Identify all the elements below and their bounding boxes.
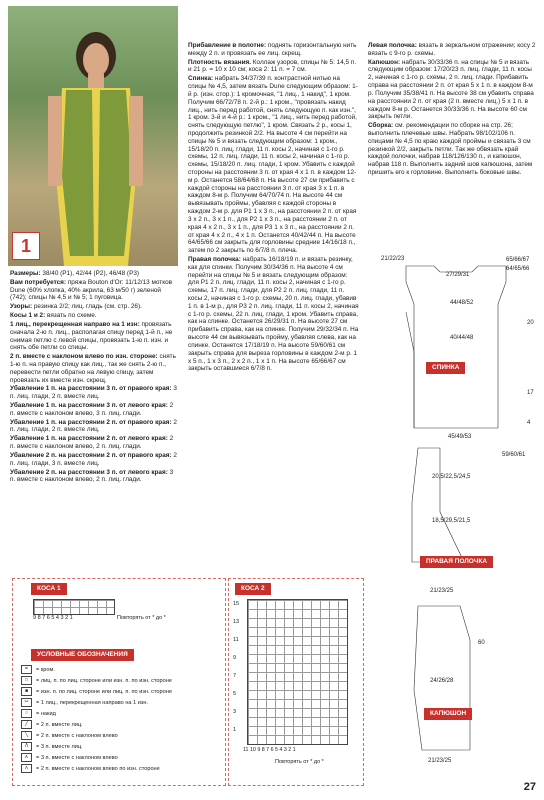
back-bottom-dim: 45/49/53 (448, 434, 472, 440)
legend-item (21, 753, 118, 762)
paragraph (10, 452, 178, 468)
paragraph (368, 122, 538, 177)
paragraph (10, 402, 178, 418)
paragraph-text: поднять горизонтальную нить между 2 п. и провязать ее лиц. скрещ. (188, 42, 357, 57)
front-piece-outline (412, 448, 464, 562)
paragraph-text: 38/40 (Р1), 42/44 (Р2), 46/48 (Р3) (40, 270, 140, 277)
legend-item (21, 698, 148, 707)
legend-symbol: ○ (21, 709, 32, 718)
back-side-4: 4 (527, 420, 531, 426)
kosa2-row-number: 13 (233, 619, 240, 625)
legend-text: = лиц. п. по лиц. стороне или изн. п. по изн. стороне (36, 677, 172, 684)
paragraph (188, 42, 360, 58)
paragraph (10, 419, 178, 435)
paragraph (10, 321, 178, 352)
legend-symbol: ∧ (21, 753, 32, 762)
legend-box (12, 578, 226, 786)
legend-item (21, 764, 160, 773)
paragraph-heading: Убавление 1 п. на расстоянии 3 п. от левого края: (10, 402, 168, 409)
kosa1-repeat-note: Повторять от * до * (117, 615, 166, 621)
paragraph (188, 75, 360, 255)
kosa2-row-number: 7 (233, 673, 237, 679)
paragraph-text: 3 п. лиц. глади, 2 п. вместе лиц. (10, 385, 177, 401)
back-neck-dim: 27/29/31 (446, 272, 470, 278)
back-side-17: 17 (527, 390, 534, 396)
paragraph-heading: Левая полочка: (368, 42, 417, 49)
paragraph-text: 2 п. лиц. глади, 2 п. вместе лиц. (10, 418, 177, 434)
paragraph-heading: Узоры: (10, 303, 33, 311)
instructions-column-middle (188, 42, 360, 374)
paragraph-heading: Косы 1 и 2: (10, 312, 46, 320)
back-top-left-dim: 21/22/23 (381, 256, 405, 262)
kosa1-stitch-numbers: 9 8 7 6 5 4 3 2 1 (33, 615, 73, 621)
sizes-column (10, 270, 178, 485)
paragraph-text: набрать 16/18/19 п. и вязать резинку, как для спинки. Получим 30/34/36 п. На высоте 4 см перейти на спицы № 5 и вязать следующим образом: для Р1 2 п. лиц. глади, 11 п. косы 2, начиная с 1-го р. схемы, 17 п. лиц. глади, для Р2 2 п. лиц. глади, 11 п. косы 2, начиная с 1-го р. схемы, 20 п. лиц. глади, убавив 1 п. в 1-м р., для Р3 2 п. лиц. глади, 11 п. косы 2, начиная с 1-го р. схемы, 22 п. лиц. глади, 1 кром. Убавить справа, как на спинке. Останется 26/29/31 п. На высоте 27 см прибавить справа, как на спинке. Получим 29/32/34 п. На высоте 44 см вывязывать пройму, убавляя слева, как на спинке. Останется 17/18/19 п. На высоте 59/60/61 см закрыть справа для выреза горловины в каждом 2-м р. 1 х 5 п., 1 х 3 п., 2 х 2 п., 1 х 1 п. На высоте 65/66/67 см закрыть оставшиеся 6/7/8 п. (188, 255, 359, 373)
front-top-dim: 59/60/61 (502, 452, 526, 458)
legend-item (21, 676, 172, 685)
back-label: СПИНКА (426, 362, 465, 374)
kosa1-chart (33, 599, 115, 615)
paragraph (10, 303, 178, 311)
paragraph-heading: Плотность вязания. (188, 58, 252, 66)
paragraph-heading: Убавление 1 п. на расстоянии 3 п. от правого края: (10, 385, 172, 393)
paragraph (10, 270, 178, 278)
paragraph-heading: Убавление 1 п. на расстоянии 2 п. от левого края: (10, 435, 168, 443)
paragraph-heading: Убавление 1 п. на расстоянии 2 п. от правого края: (10, 418, 172, 426)
paragraph-heading: 1 лиц., перекрещенная направо на 1 изн: (10, 320, 140, 328)
legend-text: = кром. (36, 666, 55, 673)
kosa2-chart (247, 599, 348, 745)
kosa2-box (228, 578, 364, 786)
paragraph (10, 353, 178, 384)
kosa2-row-number: 11 (233, 637, 239, 643)
paragraph-heading: Убавление 2 п. на расстоянии 2 п. от правого края: (10, 451, 172, 459)
paragraph-heading: Вам потребуется: (10, 278, 67, 286)
legend-symbol: □ (21, 676, 32, 685)
page-number: 27 (523, 780, 536, 793)
paragraph-text: набрать 30/33/36 п. на спицы № 5 и вязать следующим образом: 17/20/23 п. лиц. глади, 11 п. косы 2, начиная с 1-го р. схемы, 2 п. лиц. глади. Прибавить справа на расстоянии 2 п. от края 5 х 1 п. в каждом 8-м р. Получим 35/38/41 п. На высоте 38 см убавить справа на расстоянии 2 п. от края (2 п. вместе лиц.) 5 х 1 п. в каждом 8-м р. Останется 30/33/36 п. На высоте 60 см закрыть петли. (368, 58, 534, 121)
paragraph-text: резинка 2/2; лиц. гладь (см. стр. 26). (32, 303, 142, 311)
hood-schematic (400, 600, 510, 760)
paragraph-text: вязать в зеркальном отражении; косу 2 вязать с 9-го р. схемы. (368, 42, 536, 57)
paragraph-heading: Убавление 2 п. на расстоянии 3 п. от левого края: (10, 468, 168, 476)
paragraph (10, 435, 178, 451)
paragraph-heading: Прибавление в полотне: (188, 42, 267, 49)
kosa1-title: КОСА 1 (31, 583, 67, 595)
back-side-20: 20 (527, 320, 534, 326)
paragraph-text: Коллаж узоров, спицы № 5: 14,5 п. и 21 р. = 10 х 10 см; коса 2: 11 п. = 7 см. (188, 58, 357, 74)
legend-title: УСЛОВНЫЕ ОБОЗНАЧЕНИЯ (31, 649, 134, 661)
paragraph-text: 2 п. лиц. глади, 3 п. вместе лиц. (10, 451, 177, 467)
legend-item (21, 709, 56, 718)
hood-label: КАПЮШОН (424, 708, 472, 720)
legend-item (21, 665, 55, 674)
paragraph-heading: 2 п. вместе с наклоном влево по изн. стороне: (10, 353, 158, 361)
legend-text: = изн. п. по лиц. стороне или лиц. п. по изн. стороне (36, 688, 172, 695)
kosa2-row-number: 5 (233, 691, 237, 697)
legend-symbol: ■ (21, 687, 32, 696)
paragraph-text: провязать сначала 2-ю п. лиц., располагая спицу перед 1-й п., не снимая петлю с левой спицы, провязать 1-ю п. изн. и снять обе петли со спицы. (10, 320, 173, 352)
kosa2-row-number: 3 (233, 709, 237, 715)
model-illustration (48, 26, 143, 266)
paragraph (10, 469, 178, 485)
legend-symbol: ʌ (21, 764, 32, 773)
kosa2-stitch-numbers: 11 10 9 8 7 6 5 4 3 2 1 (243, 747, 296, 753)
paragraph-text: 3 п. вместе с наклоном влево, 2 п. лиц. глади. (10, 468, 174, 484)
paragraph (188, 59, 360, 75)
paragraph-text: пряжа Bouton d'Or: 11/12/13 мотков Dune (60% хлопка, 40% акрила, 63 м/50 г) зеленой (742); спицы № 4,5 и № 5; 1 пуговица. (10, 278, 173, 302)
legend-text: = 2 п. вместе лиц. (36, 721, 83, 728)
paragraph (10, 279, 178, 302)
paragraph-text: см. рекомендации по сборке на стр. 26; выполнить плечевые швы. Набрать 98/102/106 п. спицами № 4,5 по краю каждой проймы и связать 3 см резинкой 2/2, закрыть петли. Так же обвязать край каждой полочки, набрав 118/126/130 п., и капюшон, набрав 118 п. Выполнить задний шов капюшона, затем пришить его к горловине. Выполнить боковые швы. (368, 122, 533, 176)
kosa2-row-number: 1 (233, 727, 237, 733)
legend-item (21, 731, 118, 740)
model-photo (8, 6, 178, 266)
kosa2-repeat-note: Повторять от * до * (275, 759, 324, 765)
paragraph-text: 2 п. вместе с наклоном влево, 2 п. лиц. глади. (10, 435, 174, 451)
back-height2-dim: 64/65/66 (506, 266, 530, 272)
front-label: ПРАВАЯ ПОЛОЧКА (420, 556, 493, 568)
legend-text: = 3 п. вместе лиц. (36, 743, 83, 750)
legend-symbol: Λ (21, 742, 32, 751)
paragraph (10, 385, 178, 401)
back-piece-outline (406, 266, 506, 428)
paragraph (10, 312, 178, 320)
kosa2-row-number: 15 (233, 601, 240, 607)
legend-item (21, 687, 172, 696)
legend-text: = 1 лиц., перекрещенная направо на 1 изн. (36, 699, 149, 706)
paragraph (368, 59, 538, 122)
paragraph-text: 2 п. вместе с наклоном влево, 3 п. лиц. глади. (10, 402, 174, 417)
front-d2-dim: 18,5/29,5/21,5 (432, 518, 471, 524)
legend-text: = 3 п. вместе с наклоном влево (36, 754, 118, 761)
legend-symbol: ╱ (21, 720, 32, 729)
legend-item (21, 720, 83, 729)
back-height-dim: 65/66/67 (506, 257, 530, 263)
instructions-column-right (368, 42, 538, 178)
paragraph-heading: Спинка: (188, 75, 214, 83)
hood-bottom-dim: 21/23/25 (428, 758, 452, 764)
front-bottom-dim: 21/23/25 (430, 588, 454, 594)
legend-text: = 2 п. вместе с наклоном влево по изн. стороне (36, 765, 160, 772)
paragraph-heading: Правая полочка: (188, 255, 241, 263)
paragraph (368, 42, 538, 58)
paragraph-text: вязать по схеме. (45, 312, 97, 320)
paragraph-heading: Размеры: (10, 270, 41, 277)
legend-symbol: ✂ (21, 698, 32, 707)
paragraph-text: набрать 34/37/39 п. контрастной нитью на спицы № 4,5, затем вязать Dune следующим образом: 1-й р. (изн. стор.): 1 кромочная, "1 лиц., 1 накид", 1 кром. Получим 66/72/78 п. 2-й р.: 1 кром., "провязать накид лиц., нить перед работой, снять следующую п. как изн.", 1 кром. 3-й и 4-й р.: 1 кром., "1 лиц., нить перед работой, снять следующую петлю", 1 кром. Связать 2 р., косы 1, продолжить резинкой 2/2. На высоте 4 см перейти на спицы № 5 и вязать следующим образом: 1 кром., 15/18/20 п. лиц. глади, 11 п. косы 2, начиная с 1-го р. схемы, 12 п. лиц. глади, 11 п. косы 2, начиная с 1-го р. схемы, 15/18/20 п. лиц. глади, 1 кром. Убавить с каждой стороны на расстоянии 3 п. от края 4 х 1 п. в каждом 12-м р. Останется 58/64/68 п. На высоте 27 см прибавить с каждой стороны на расстоянии 3 п. от края 3 х 1 п. в каждом 8-м р. Получим 64/70/74 п. На высоте 44 см вывязывать проймы, убавляя с каждой стороны в каждом 2-м р. для Р1 1 х 3 п., на расстоянии 2 п. от края 3 х 2 п., 3 х 1 п., для Р2 1 х 3 п., на расстоянии 2 п. от края 4 х 2 п., 3 х 1 п., для Р3 1 х 3 п., на расстоянии 2 п. от края 4 х 2 п., 4 х 1 п. Останется 40/42/44 п. На высоте 64/65/66 см закрыть для горловины средние 14/16/18 п., затем по 2 закрыть по 6/7/8 п. плеча. (188, 75, 358, 255)
kosa2-row-number: 9 (233, 655, 237, 661)
legend-symbol: ╲ (21, 731, 32, 740)
paragraph-heading: Сборка: (368, 122, 394, 130)
paragraph (188, 256, 360, 373)
kosa2-title: КОСА 2 (235, 583, 271, 595)
legend-symbol: = (21, 665, 32, 674)
paragraph-heading: Капюшон: (368, 58, 401, 66)
hood-height-dim: 60 (478, 640, 485, 646)
hood-mid-dim: 24/26/28 (430, 678, 454, 684)
legend-text: = накид (36, 710, 56, 717)
front-d1-dim: 20,5/22,5/24,5 (432, 474, 471, 480)
legend-text: = 2 п. вместе с наклоном влево (36, 732, 118, 739)
paragraph-text: снять 1-ю п. на правую спицу как лиц., так же снять 2-ю п., перевести петли обратно на левую спицу, затем провязать их вместе изн. скрещ. (10, 353, 176, 384)
legend-item (21, 742, 83, 751)
pattern-number-badge: 1 (12, 232, 40, 260)
back-mid-dim: 40/44/48 (450, 335, 474, 341)
back-arm-dim: 44/48/52 (450, 300, 474, 306)
